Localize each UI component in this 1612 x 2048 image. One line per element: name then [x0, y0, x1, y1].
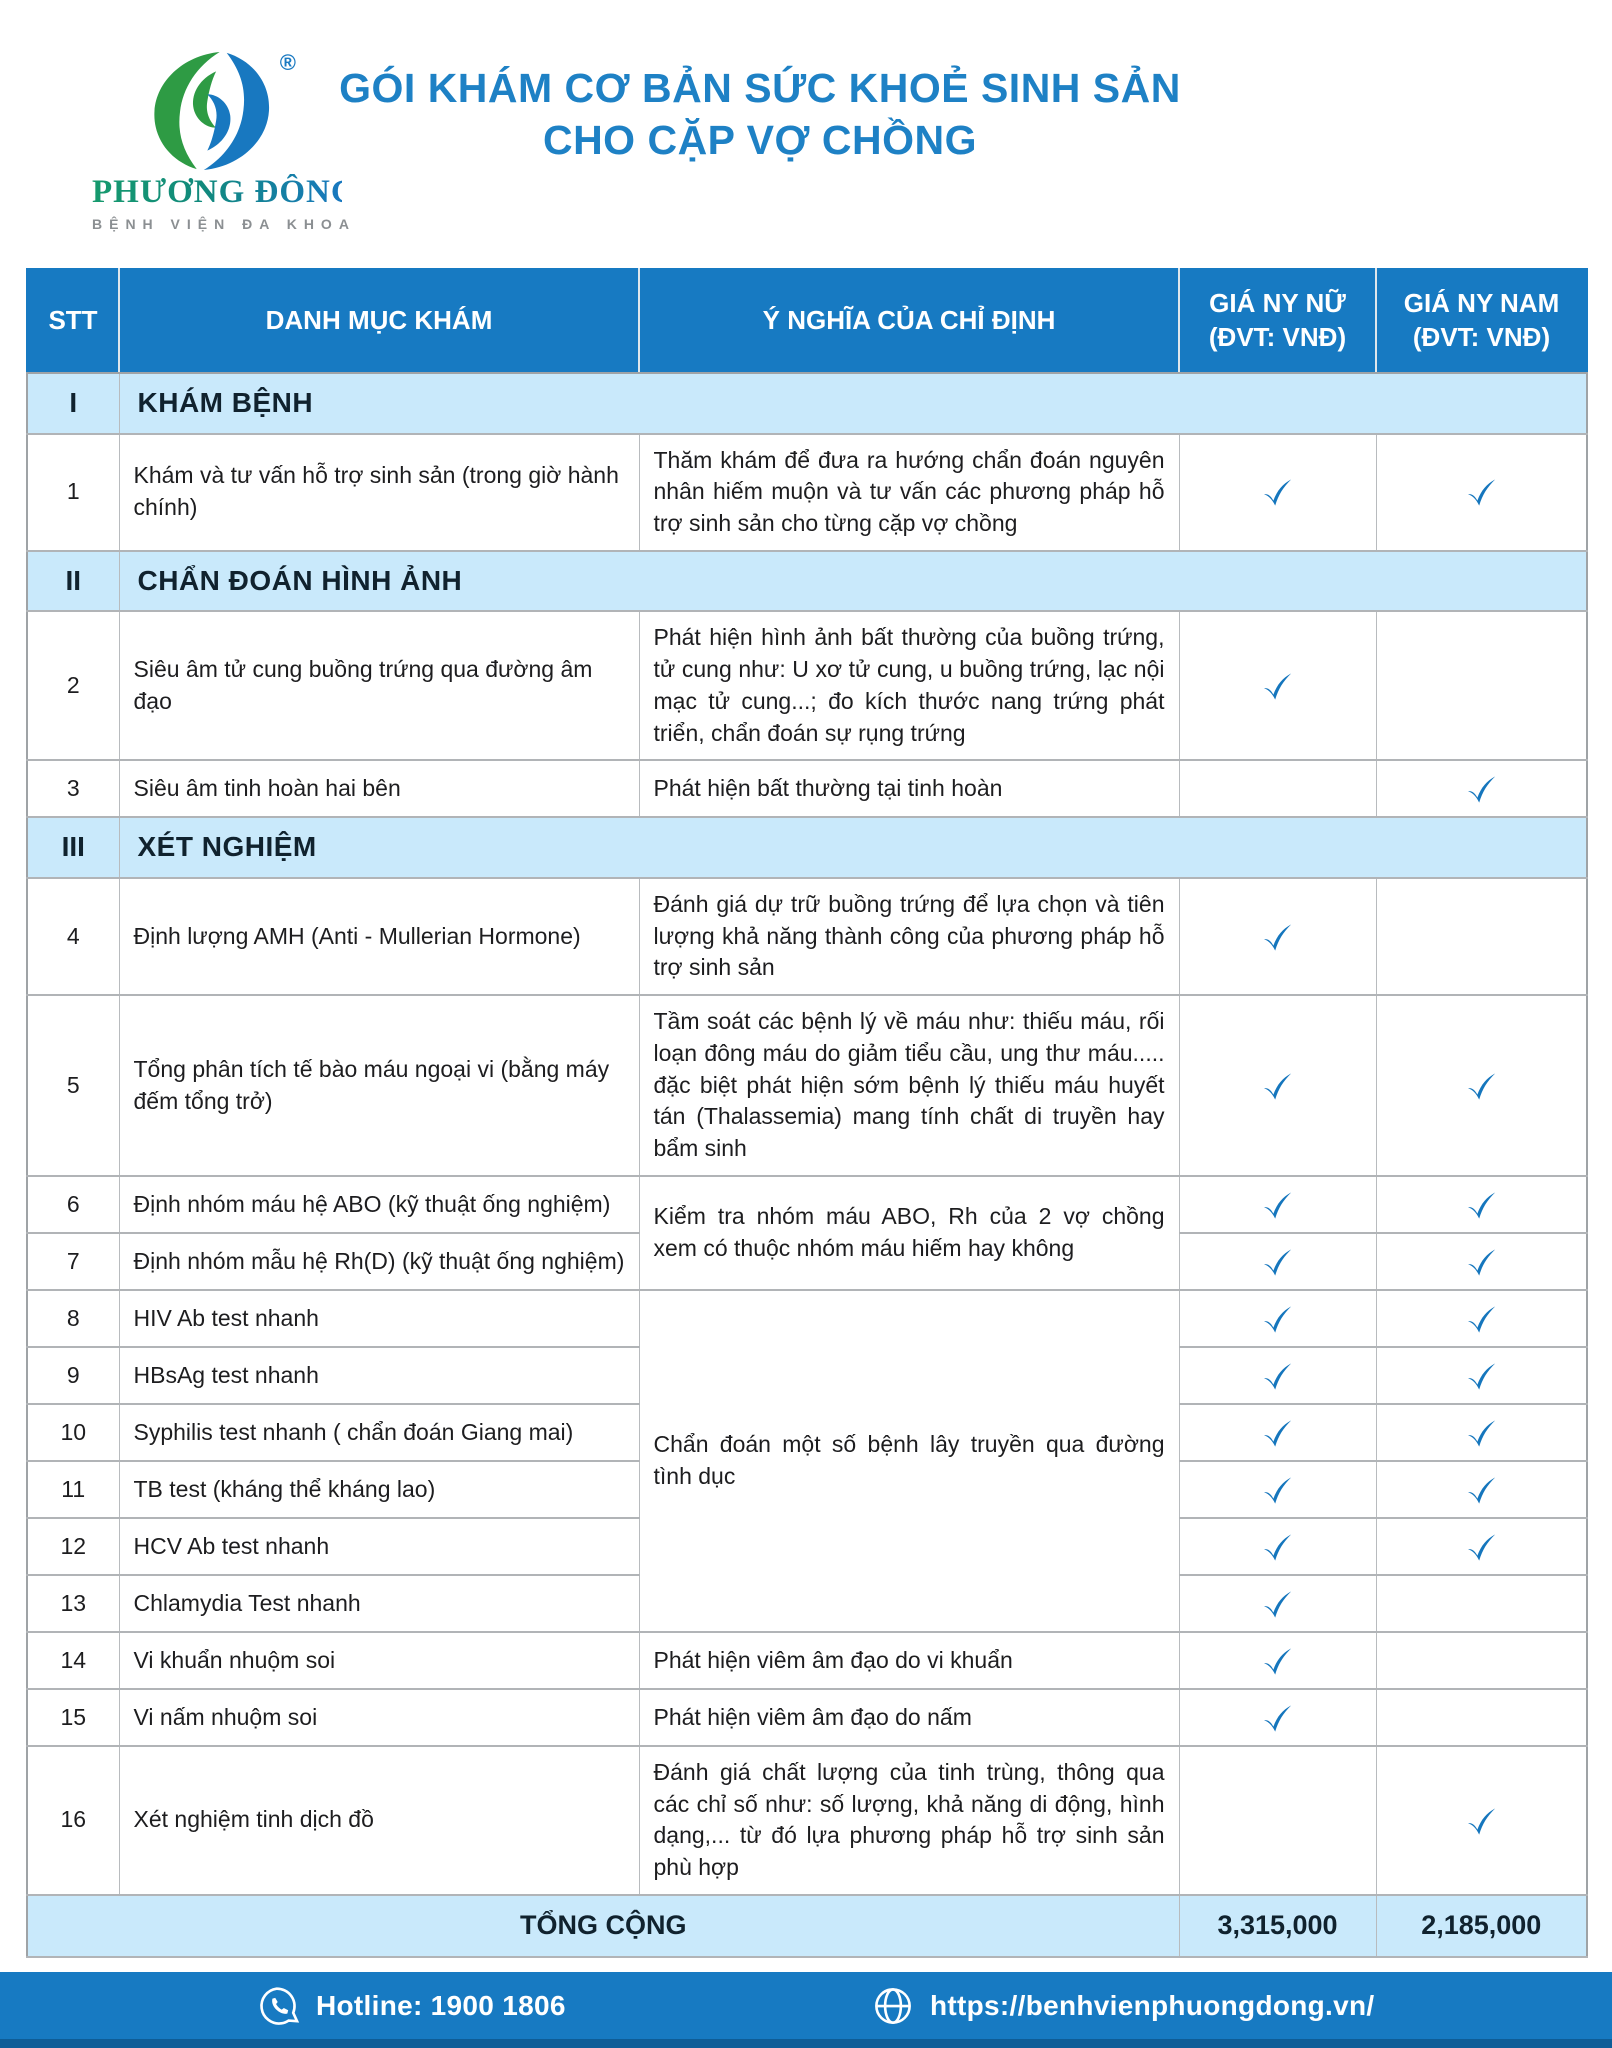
check-icon: [1466, 1418, 1497, 1449]
package-table-wrap: [26, 268, 1586, 1958]
male-check-cell: [1376, 1518, 1587, 1575]
check-icon: [1262, 1532, 1293, 1563]
stt-cell: 3: [27, 760, 119, 817]
page-footer: [0, 1972, 1612, 2048]
item-name-cell: Khám và tư vấn hỗ trợ sinh sản (trong giờ hành chính): [119, 434, 639, 551]
meaning-cell: Phát hiện bất thường tại tinh hoàn: [639, 760, 1179, 817]
meaning-cell: Phát hiện viêm âm đạo do vi khuẩn: [639, 1632, 1179, 1689]
hotline-group: [258, 1972, 566, 2039]
total-label: TỔNG CỘNG: [27, 1895, 1179, 1957]
section-label: KHÁM BỆNH: [119, 373, 1587, 434]
female-check-cell: [1179, 1233, 1376, 1290]
section-label: XÉT NGHIỆM: [119, 817, 1587, 878]
male-check-cell: [1376, 1575, 1587, 1632]
table-body: [27, 373, 1587, 1895]
header-category: DANH MỤC KHÁM: [119, 269, 639, 373]
check-icon: [1262, 1475, 1293, 1506]
section-row: [27, 373, 1587, 434]
stt-cell: 15: [27, 1689, 119, 1746]
table-header-row: [27, 269, 1587, 373]
table-header: [27, 269, 1587, 373]
item-name-cell: Siêu âm tử cung buồng trứng qua đường âm đạo: [119, 611, 639, 760]
registered-mark: ®: [279, 50, 296, 75]
meaning-cell: Thăm khám để đưa ra hướng chẩn đoán nguyên nhân hiếm muộn và tư vấn các phương pháp hỗ trợ sinh sản cho từng cặp vợ chồng: [639, 434, 1179, 551]
page-title-line2: CHO CẶP VỢ CHỒNG: [542, 117, 978, 164]
item-name-cell: Vi nấm nhuộm soi: [119, 1689, 639, 1746]
male-check-cell: [1376, 434, 1587, 551]
stt-cell: 1: [27, 434, 119, 551]
stt-cell: 11: [27, 1461, 119, 1518]
header-price-female-line2: (ĐVT: VNĐ): [1208, 322, 1347, 352]
check-icon: [1466, 1190, 1497, 1221]
stt-cell: 16: [27, 1746, 119, 1895]
item-name-cell: Syphilis test nhanh ( chẩn đoán Giang mai): [119, 1404, 639, 1461]
female-check-cell: [1179, 434, 1376, 551]
header-meaning: Ý NGHĨA CỦA CHỈ ĐỊNH: [639, 269, 1179, 373]
female-check-cell: [1179, 878, 1376, 995]
item-name-cell: HCV Ab test nhanh: [119, 1518, 639, 1575]
check-icon: [1466, 1247, 1497, 1278]
table-row: [27, 611, 1587, 760]
table-footer: [27, 1895, 1587, 1957]
table-row: [27, 1632, 1587, 1689]
table-row: [27, 1689, 1587, 1746]
section-numeral: III: [27, 817, 119, 878]
page-title: [0, 62, 1520, 166]
website-link[interactable]: https://benhvienphuongdong.vn/: [930, 1989, 1375, 2021]
item-name-cell: Định nhóm mẫu hệ Rh(D) (kỹ thuật ống nghiệm): [119, 1233, 639, 1290]
brand-tagline: BỆNH VIỆN ĐA KHOA: [92, 216, 356, 232]
male-check-cell: [1376, 1461, 1587, 1518]
header-price-male-line1: GIÁ NY NAM: [1403, 288, 1560, 319]
female-check-cell: [1179, 1575, 1376, 1632]
male-check-cell: [1376, 1233, 1587, 1290]
total-female: 3,315,000: [1179, 1895, 1376, 1957]
stt-cell: 2: [27, 611, 119, 760]
male-check-cell: [1376, 1290, 1587, 1347]
male-check-cell: [1376, 1347, 1587, 1404]
female-check-cell: [1179, 995, 1376, 1176]
package-table: [26, 268, 1588, 1958]
male-check-cell: [1376, 1689, 1587, 1746]
stt-cell: 8: [27, 1290, 119, 1347]
table-row: [27, 434, 1587, 551]
stt-cell: 6: [27, 1176, 119, 1233]
stt-cell: 9: [27, 1347, 119, 1404]
section-numeral: I: [27, 373, 119, 434]
check-icon: [1466, 1071, 1497, 1102]
hotline-text: Hotline: 1900 1806: [316, 1989, 566, 2021]
meaning-cell: Phát hiện viêm âm đạo do nấm: [639, 1689, 1179, 1746]
item-name-cell: HIV Ab test nhanh: [119, 1290, 639, 1347]
check-icon: [1262, 922, 1293, 953]
section-row: [27, 817, 1587, 878]
check-icon: [1466, 1304, 1497, 1335]
check-icon: [1466, 1475, 1497, 1506]
male-check-cell: [1376, 611, 1587, 760]
item-name-cell: Định lượng AMH (Anti - Mullerian Hormone): [119, 878, 639, 995]
female-check-cell: [1179, 1176, 1376, 1233]
total-row: [27, 1895, 1587, 1957]
female-check-cell: [1179, 1632, 1376, 1689]
check-icon: [1262, 1703, 1293, 1734]
header-price-female-line1: GIÁ NY NỮ: [1209, 288, 1346, 319]
meaning-cell: Chẩn đoán một số bệnh lây truyền qua đường tình dục: [639, 1290, 1179, 1632]
stt-cell: 5: [27, 995, 119, 1176]
total-male: 2,185,000: [1376, 1895, 1587, 1957]
stt-cell: 7: [27, 1233, 119, 1290]
item-name-cell: Vi khuẩn nhuộm soi: [119, 1632, 639, 1689]
header-price-male: [1376, 269, 1587, 373]
item-name-cell: Chlamydia Test nhanh: [119, 1575, 639, 1632]
item-name-cell: Siêu âm tinh hoàn hai bên: [119, 760, 639, 817]
female-check-cell: [1179, 1689, 1376, 1746]
meaning-cell: Tầm soát các bệnh lý về máu như: thiếu máu, rối loạn đông máu do giảm tiểu cầu, ung thư máu..... đặc biệt phát hiện sớm bệnh lý thiếu máu huyết tán (Thalassemia) mang tính chất di truyền hay bẩm sinh: [639, 995, 1179, 1176]
stt-cell: 14: [27, 1632, 119, 1689]
table-row: [27, 995, 1587, 1176]
check-icon: [1262, 1418, 1293, 1449]
check-icon: [1466, 477, 1497, 508]
check-icon: [1262, 1190, 1293, 1221]
item-name-cell: Xét nghiệm tinh dịch đồ: [119, 1746, 639, 1895]
check-icon: [1262, 1247, 1293, 1278]
male-check-cell: [1376, 878, 1587, 995]
check-icon: [1262, 1071, 1293, 1102]
check-icon: [1466, 774, 1497, 805]
item-name-cell: TB test (kháng thể kháng lao): [119, 1461, 639, 1518]
male-check-cell: [1376, 995, 1587, 1176]
female-check-cell: [1179, 611, 1376, 760]
check-icon: [1466, 1806, 1497, 1837]
item-name-cell: Tổng phân tích tế bào máu ngoại vi (bằng máy đếm tổng trở): [119, 995, 639, 1176]
globe-icon: [872, 1985, 914, 2027]
female-check-cell: [1179, 760, 1376, 817]
section-row: [27, 551, 1587, 612]
page-header: [0, 0, 1612, 268]
header-price-female: [1179, 269, 1376, 373]
header-price-male-line2: (ĐVT: VNĐ): [1412, 322, 1551, 352]
brand-name: PHƯƠNG ĐÔNG: [92, 174, 358, 210]
check-icon: [1262, 1646, 1293, 1677]
stt-cell: 10: [27, 1404, 119, 1461]
check-icon: [1262, 671, 1293, 702]
female-check-cell: [1179, 1347, 1376, 1404]
item-name-cell: HBsAg test nhanh: [119, 1347, 639, 1404]
table-row: [27, 1290, 1587, 1347]
check-icon: [1262, 1589, 1293, 1620]
check-icon: [1466, 1532, 1497, 1563]
meaning-cell: Kiểm tra nhóm máu ABO, Rh của 2 vợ chồng xem có thuộc nhóm máu hiếm hay không: [639, 1176, 1179, 1290]
male-check-cell: [1376, 1632, 1587, 1689]
table-row: [27, 1176, 1587, 1233]
table-row: [27, 1746, 1587, 1895]
female-check-cell: [1179, 1290, 1376, 1347]
stt-cell: 12: [27, 1518, 119, 1575]
female-check-cell: [1179, 1461, 1376, 1518]
section-numeral: II: [27, 551, 119, 612]
meaning-cell: Phát hiện hình ảnh bất thường của buồng trứng, tử cung như: U xơ tử cung, u buồng trứng, lạc nội mạc tử cung...; đo kích thước nang trứng phát triển, chẩn đoán sự rụng trứng: [639, 611, 1179, 760]
female-check-cell: [1179, 1518, 1376, 1575]
meaning-cell: Đánh giá dự trữ buồng trứng để lựa chọn và tiên lượng khả năng thành công của phương pháp hỗ trợ sinh sản: [639, 878, 1179, 995]
website-group: [872, 1972, 1375, 2039]
stt-cell: 13: [27, 1575, 119, 1632]
table-row: [27, 760, 1587, 817]
header-stt: STT: [27, 269, 119, 373]
female-check-cell: [1179, 1746, 1376, 1895]
check-icon: [1466, 1361, 1497, 1392]
item-name-cell: Định nhóm máu hệ ABO (kỹ thuật ống nghiệm): [119, 1176, 639, 1233]
male-check-cell: [1376, 760, 1587, 817]
check-icon: [1262, 1304, 1293, 1335]
table-row: [27, 878, 1587, 995]
check-icon: [1262, 477, 1293, 508]
section-label: CHẨN ĐOÁN HÌNH ẢNH: [119, 551, 1587, 612]
meaning-cell: Đánh giá chất lượng của tinh trùng, thông qua các chỉ số như: số lượng, khả năng di động, hình dạng,... từ đó lựa phương pháp hỗ trợ sinh sản phù hợp: [639, 1746, 1179, 1895]
male-check-cell: [1376, 1746, 1587, 1895]
female-check-cell: [1179, 1404, 1376, 1461]
phone-icon: [258, 1985, 300, 2027]
page-title-line1: GÓI KHÁM CƠ BẢN SỨC KHOẺ SINH SẢN: [339, 65, 1181, 111]
male-check-cell: [1376, 1404, 1587, 1461]
stt-cell: 4: [27, 878, 119, 995]
check-icon: [1262, 1361, 1293, 1392]
male-check-cell: [1376, 1176, 1587, 1233]
